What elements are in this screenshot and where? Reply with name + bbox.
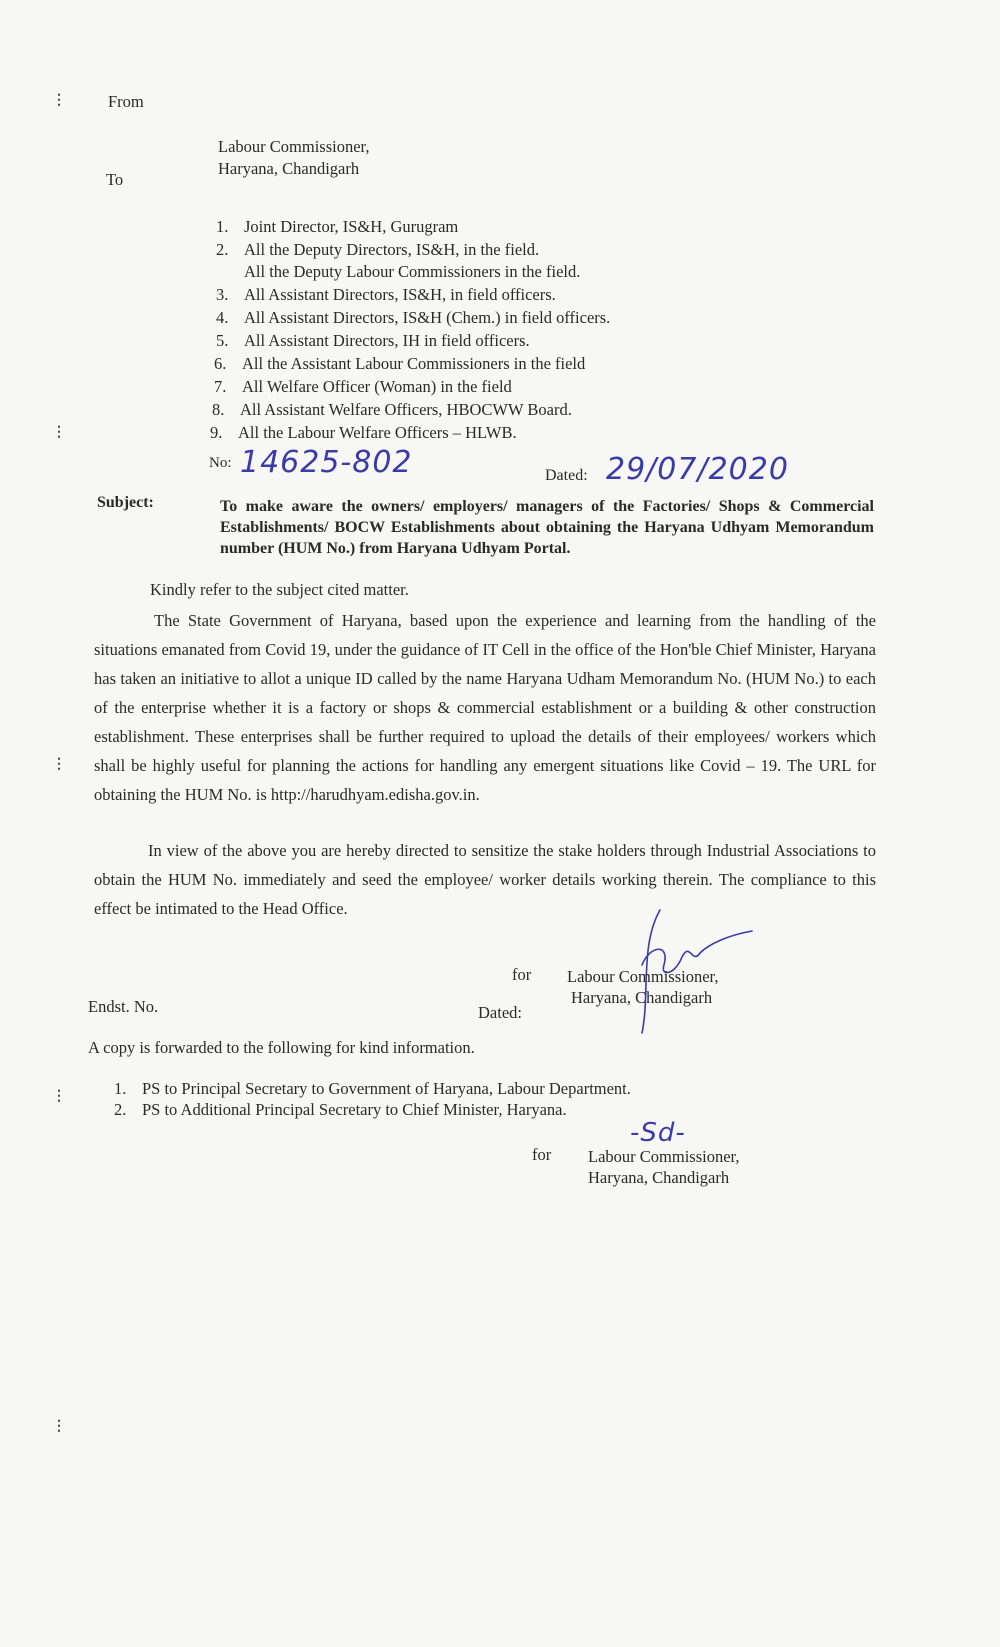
punch-mark: ⋮ bbox=[52, 93, 66, 108]
sd-mark: -Sd- bbox=[630, 1118, 686, 1148]
signatory-line2: Haryana, Chandigarh bbox=[571, 988, 713, 1007]
punch-mark: ⋮ bbox=[52, 1419, 66, 1434]
body-paragraph-2: The State Government of Haryana, based upon the experience and learning from the handling of the situations emanated from Covid 19, under the guidance of IT Cell in the office of the Hon'ble Chief Minister, Haryana has taken an initiative to allot a unique ID called by the name Haryana Udham Memorandum No. (HUM No.) to each of the enterprise whether it is a factory or shops & commercial establishment or a building & other construction establishment. These enterprises shall be further required to upload the details of their employees/ workers which shall be highly useful for planning the actions for handling any emergent situations like Covid – 19. The URL for obtaining the HUM No. is http://harudhyam.edisha.gov.in. bbox=[94, 611, 876, 804]
sender-line2: Haryana, Chandigarh bbox=[218, 159, 360, 178]
ref-no-value: 14625-802 bbox=[240, 445, 413, 480]
punch-mark: ⋮ bbox=[52, 757, 66, 772]
for-label-2: for bbox=[532, 1145, 552, 1164]
ref-dated-label: Dated: bbox=[545, 467, 588, 484]
signatory2-line1: Labour Commissioner, bbox=[588, 1147, 740, 1166]
signatory2-line2: Haryana, Chandigarh bbox=[588, 1168, 730, 1187]
list-item: 2. All the Deputy Directors, IS&H, in the field. bbox=[216, 240, 540, 259]
ref-no-label: No: bbox=[209, 455, 232, 471]
list-item: 2. PS to Additional Principal Secretary to Chief Minister, Haryana. bbox=[114, 1100, 567, 1119]
copy-forward-line: A copy is forwarded to the following for kind information. bbox=[88, 1038, 475, 1057]
list-item: 9. All the Labour Welfare Officers – HLWB. bbox=[210, 423, 517, 442]
ref-dated-value: 29/07/2020 bbox=[606, 452, 789, 487]
sender-line1: Labour Commissioner, bbox=[218, 137, 370, 156]
for-label-1: for bbox=[512, 965, 532, 984]
punch-mark: ⋮ bbox=[52, 425, 66, 440]
list-item: 1. PS to Principal Secretary to Government of Haryana, Labour Department. bbox=[114, 1079, 631, 1098]
list-item: 5. All Assistant Directors, IH in field officers. bbox=[216, 331, 530, 350]
signatory-line1: Labour Commissioner, bbox=[567, 967, 719, 986]
list-item: 6. All the Assistant Labour Commissioners in the field bbox=[214, 354, 586, 373]
to-label: To bbox=[106, 170, 124, 189]
list-item: 3. All Assistant Directors, IS&H, in field officers. bbox=[216, 285, 556, 304]
subject-text: To make aware the owners/ employers/ managers of the Factories/ Shops & Commercial Establishments/ BOCW Establishments about obtaining the Haryana Udhyam Memorandum number (HUM No.) from Haryana Udhyam Portal. bbox=[220, 498, 874, 557]
list-item: All the Deputy Labour Commissioners in the field. bbox=[244, 262, 581, 281]
from-label: From bbox=[108, 92, 144, 111]
list-item: 7. All Welfare Officer (Woman) in the field bbox=[214, 377, 512, 396]
list-item: 8. All Assistant Welfare Officers, HBOCWW Board. bbox=[212, 400, 572, 419]
endst-label: Endst. No. bbox=[88, 997, 159, 1016]
list-item: 4. All Assistant Directors, IS&H (Chem.) in field officers. bbox=[216, 308, 611, 327]
list-item: 1. Joint Director, IS&H, Gurugram bbox=[216, 217, 459, 236]
body-paragraph-1: Kindly refer to the subject cited matter. bbox=[150, 580, 409, 599]
endst-dated-label: Dated: bbox=[478, 1003, 522, 1022]
subject-label: Subject: bbox=[97, 494, 154, 511]
punch-mark: ⋮ bbox=[52, 1089, 66, 1104]
body-paragraph-3: In view of the above you are hereby directed to sensitize the stake holders through Industrial Associations to obtain the HUM No. immediately and seed the employee/ worker details working therein. The compliance to this effect be intimated to the Head Office. bbox=[94, 841, 876, 918]
